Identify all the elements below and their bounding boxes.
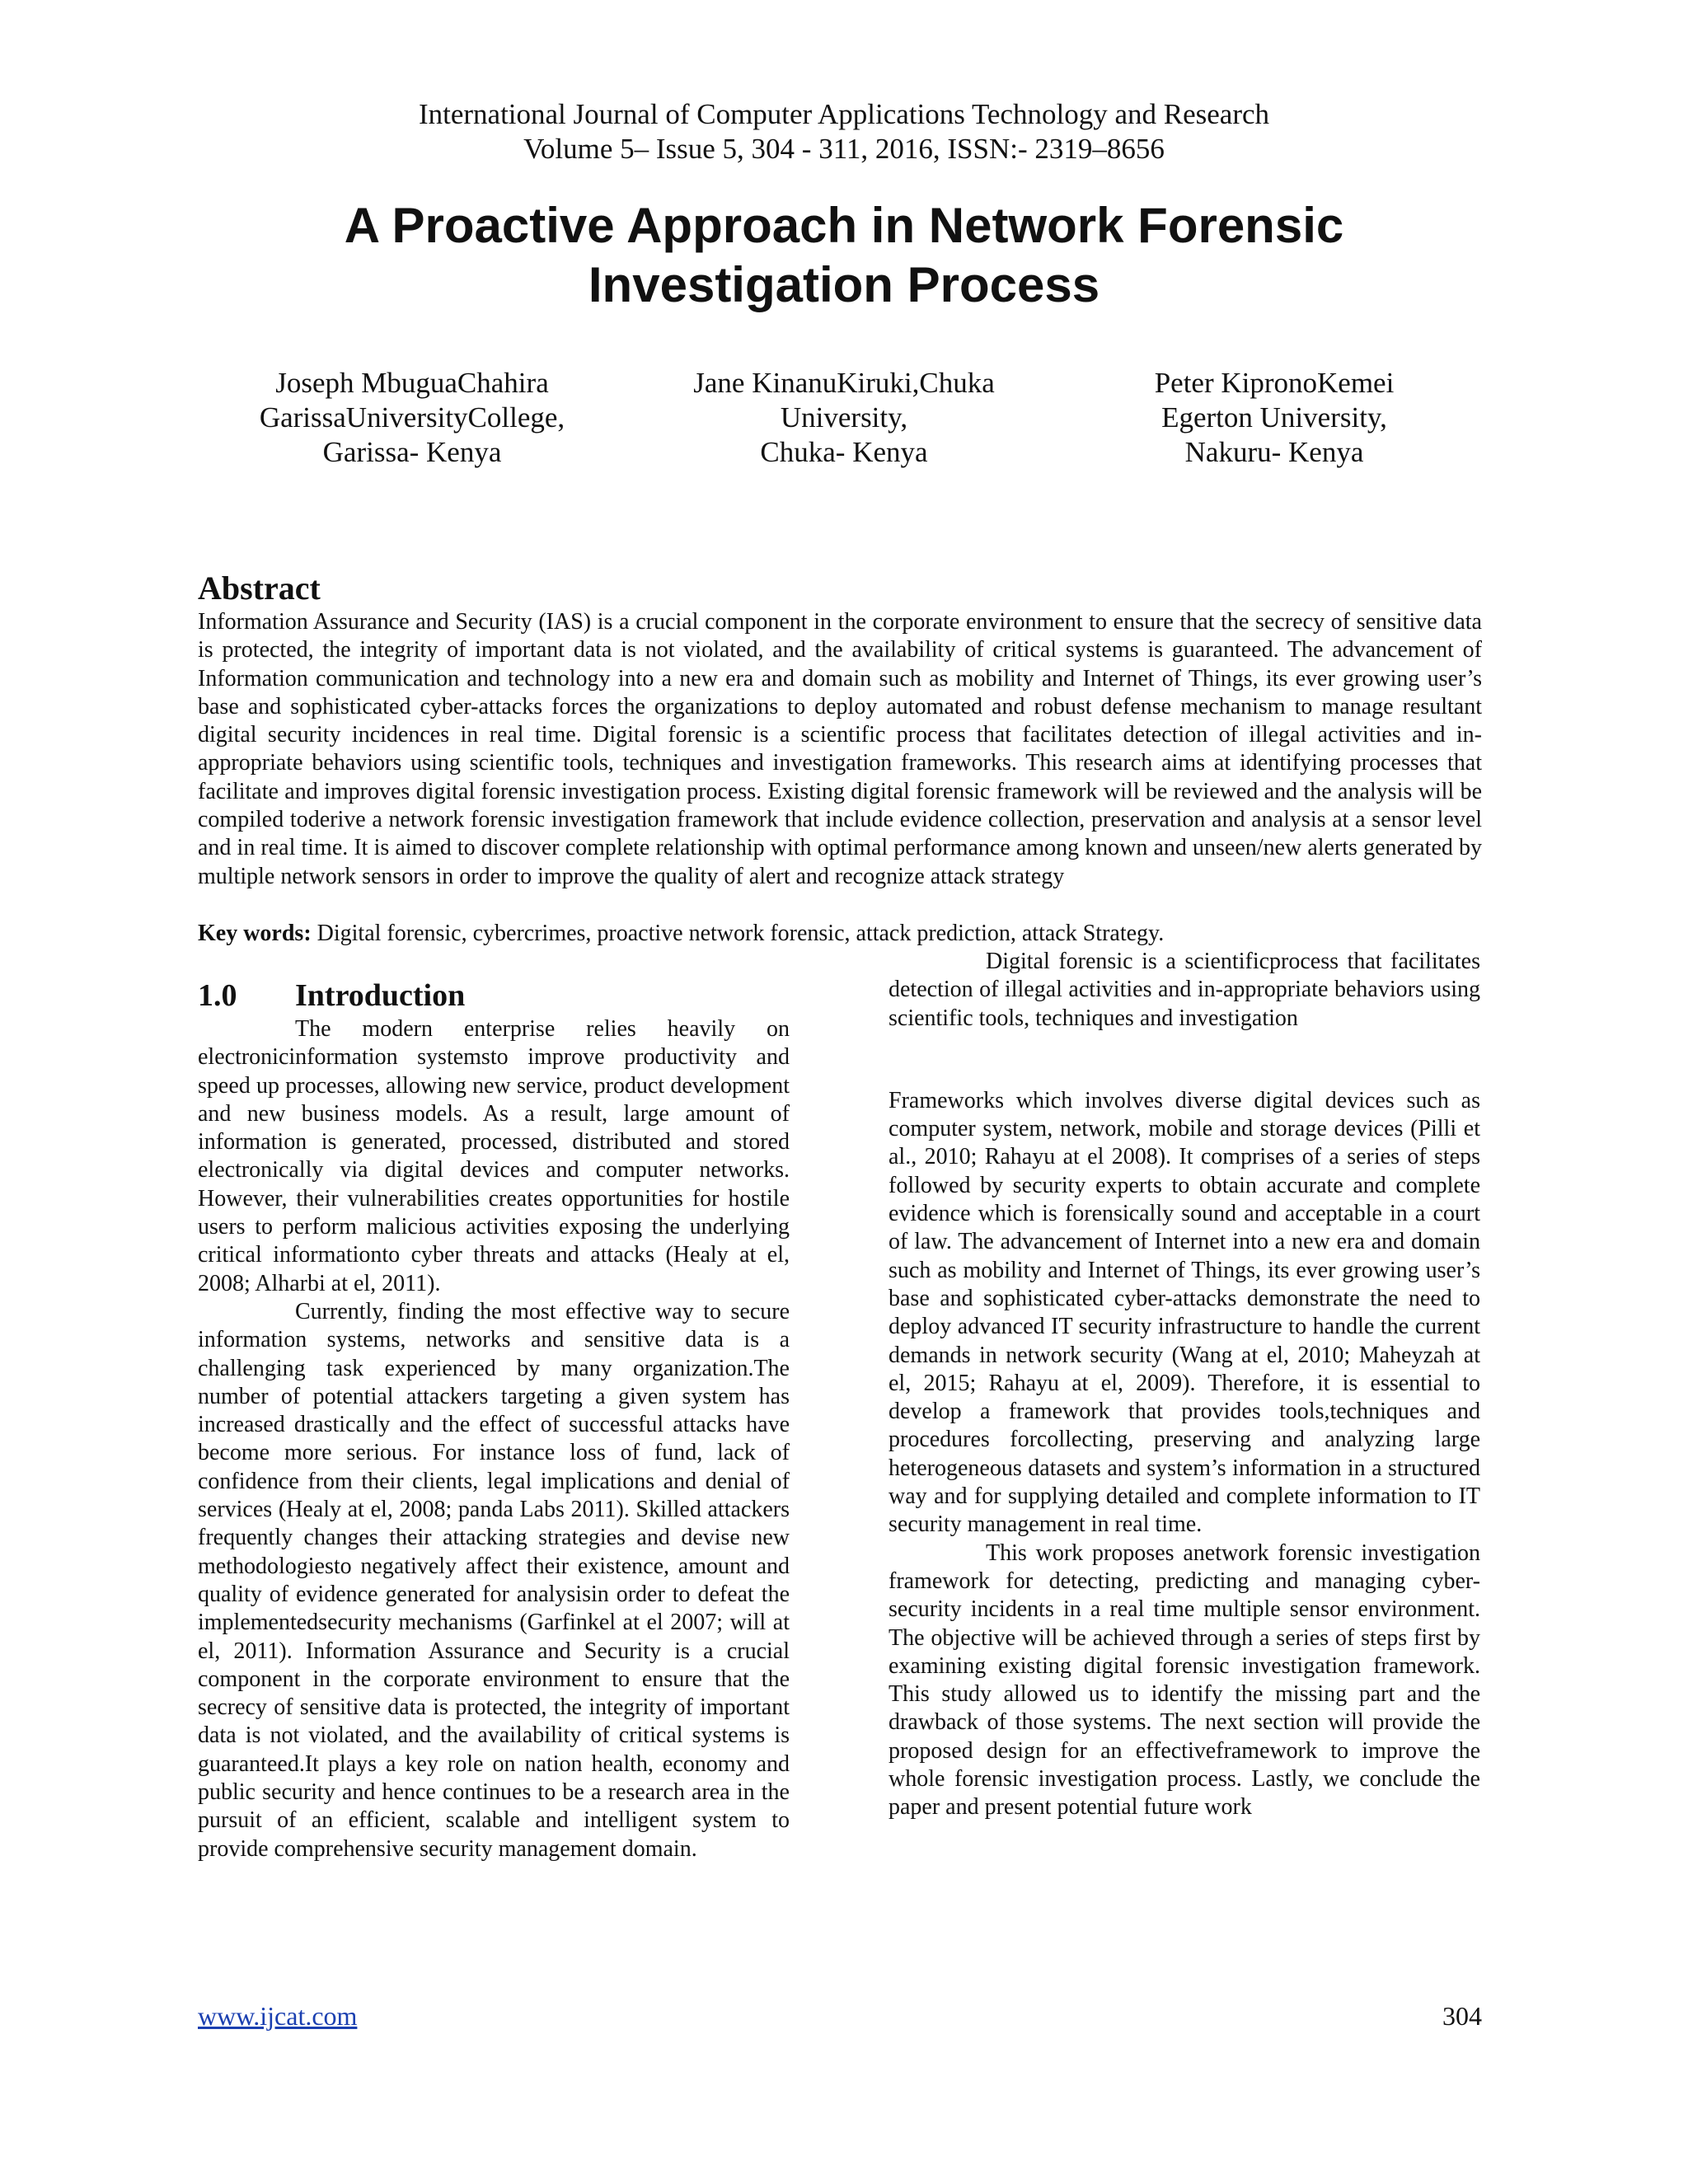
- journal-website-link[interactable]: www.ijcat.com: [198, 2001, 358, 2031]
- author-location: Chuka- Kenya: [760, 436, 928, 468]
- right-paragraph-3: This work proposes anetwork forensic investigation framework for detecting, predicting and managing cyber-security incidents in a real time multiple sensor environment. The objective will be achieved through a series of steps first by examining existing digital forensic investigation framework. This study allowed us to identify the missing part and the drawback of those systems. The next section will provide the proposed design for an effectiveframework to improve the whole forensic investigation process. Lastly, we conclude the paper and present potential future work: [889, 1540, 1480, 1821]
- section-number: 1.0: [198, 978, 237, 1013]
- author-location: Garissa- Kenya: [322, 436, 502, 468]
- section-heading: [198, 976, 790, 1015]
- intro-paragraph-2: Currently, finding the most effective way to secure information systems, networks and sensitive data is a challenging task experienced by many organization.The number of potential attackers targeting a given system has increased drastically and the effect of successful attacks have become more serious. For instance loss of fund, lack of confidence from their clients, legal implications and denial of services (Healy at el, 2008; panda Labs 2011). Skilled attackers frequently changes their attacking strategies and devise new methodologiesto negatively affect their existence, amount and quality of evidence generated for analysisin order to defeat the implementedsecurity mechanisms (Garfinkel at el 2007; will at el, 2011). Information Assurance and Security is a crucial component in the corporate environment to ensure that the secrecy of sensitive data is protected, the integrity of important data is not violated, and the availability of critical systems is guaranteed.It plays a key role on nation health, economy and public security and hence continues to be a research area in the pursuit of an efficient, scalable and intelligent system to provide comprehensive security management domain.: [198, 1298, 790, 1862]
- right-column: [889, 948, 1480, 1822]
- author-name: Jane KinanuKiruki,Chuka: [693, 367, 995, 399]
- paper-title-line-1: A Proactive Approach in Network Forensic: [344, 198, 1344, 253]
- right-paragraph-2: Frameworks which involves diverse digital devices such as computer system, network, mobile and storage devices (Pilli et al., 2010; Rahayu at el 2008). It comprises of a series of steps followed by security experts to obtain accurate and complete evidence which is forensically sound and acceptable in a court of law. The advancement of Internet into a new era and domain such as mobility and Internet of Things, its ever growing user’s base and sophisticated cyber-attacks demonstrate the need to deploy advanced IT security infrastructure to handle the current demands in network security (Wang at el, 2010; Maheyzah at el, 2015; Rahayu at el, 2009). Therefore, it is essential to develop a framework that provides tools,techniques and procedures forcollecting, preserving and analyzing large heterogeneous datasets and system’s information in a structured way and for supplying detailed and complete information to IT security management in real time.: [889, 1087, 1480, 1538]
- author-location: Nakuru- Kenya: [1184, 436, 1364, 468]
- paper-title-line-2: Investigation Process: [588, 257, 1100, 312]
- author-block: [630, 366, 1058, 470]
- section-title: Introduction: [295, 978, 466, 1013]
- author-block: [1060, 366, 1489, 470]
- keywords-text: Digital forensic, cybercrimes, proactive network forensic, attack prediction, attack Strategy.: [311, 921, 1165, 946]
- keywords: [198, 920, 1484, 948]
- journal-header: [0, 97, 1688, 166]
- journal-volume: Volume 5– Issue 5, 304 - 311, 2016, ISSN:- 2319–8656: [523, 133, 1165, 165]
- journal-name: International Journal of Computer Applications Technology and Research: [418, 98, 1270, 130]
- author-name: Joseph MbuguaChahira: [275, 367, 549, 399]
- author-affiliation: GarissaUniversityCollege,: [259, 401, 565, 434]
- author-block: [198, 366, 626, 470]
- abstract-text: Information Assurance and Security (IAS) is a crucial component in the corporate environment to ensure that the secrecy of sensitive data is protected, the integrity of important data is not violated, and the availability of critical systems is guaranteed. The advancement of Information communication and technology into a new era and domain such as mobility and Internet of Things, its ever growing user’s base and sophisticated cyber-attacks forces the organizations to deploy automated and robust defense mechanism to manage resultant digital security incidences in real time. Digital forensic is a scientific process that facilitates detection of illegal activities and in-appropriate behaviors using scientific tools, techniques and investigation frameworks. This research aims at identifying processes that facilitate and improves digital forensic investigation process. Existing digital forensic framework will be reviewed and the analysis will be compiled toderive a network forensic investigation framework that include evidence collection, preservation and analysis at a sensor level and in real time. It is aimed to discover complete relationship with optimal performance among known and unseen/new alerts generated by multiple network sensors in order to improve the quality of alert and recognize attack strategy: [198, 609, 1482, 889]
- abstract-heading: Abstract: [198, 569, 321, 607]
- page-number: 304: [1442, 2001, 1482, 2031]
- keywords-label: Key words:: [198, 921, 312, 946]
- author-name: Peter KipronoKemei: [1154, 367, 1395, 399]
- author-affiliation: Egerton University,: [1161, 401, 1387, 434]
- column-gap: [889, 1033, 1480, 1087]
- author-affiliation: University,: [780, 401, 908, 434]
- paper-title: [165, 196, 1523, 315]
- right-paragraph-1: Digital forensic is a scientificprocess that facilitates detection of illegal activities and in-appropriate behaviors using scientific tools, techniques and investigation: [889, 949, 1480, 1031]
- intro-paragraph-1: The modern enterprise relies heavily on electronicinformation systemsto improve productivity and speed up processes, allowing new service, product development and new business models. As a result, large amount of information is generated, processed, distributed and stored electronically via digital devices and computer networks. However, their vulnerabilities creates opportunities for hostile users to perform malicious activities exposing the underlying critical informationto cyber threats and attacks (Healy at el, 2008; Alharbi at el, 2011).: [198, 1016, 790, 1296]
- left-column: [198, 976, 790, 1863]
